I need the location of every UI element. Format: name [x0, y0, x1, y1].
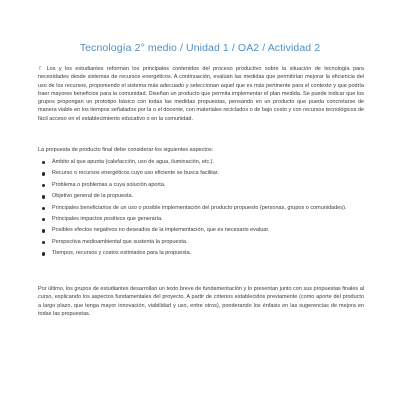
requirement-text: Perspectiva medioambiental que sustenta la propuesta. — [52, 238, 188, 245]
requirement-item — [38, 203, 364, 214]
instructions-paragraph — [38, 65, 364, 123]
bullet-icon — [42, 184, 45, 187]
requirement-text: Problema o problemas a cuya solución aporta. — [52, 181, 166, 188]
bullet-icon — [42, 161, 45, 164]
bullet-icon — [42, 207, 45, 210]
item-number: 7. — [38, 66, 43, 72]
bullet-icon — [42, 229, 45, 232]
requirement-text: Principales impactos positivos que generaría. — [52, 216, 163, 223]
requirement-item — [38, 248, 364, 259]
requirement-text: Objetivo general de la propuesta. — [52, 193, 134, 200]
requirement-item — [38, 191, 364, 202]
page-title: Tecnología 2° medio / Unidad 1 / OA2 / Actividad 2 — [79, 42, 321, 54]
requirement-item — [38, 225, 364, 236]
requirement-item — [38, 157, 364, 168]
bullet-icon — [42, 252, 45, 255]
bullet-icon — [42, 195, 45, 198]
requirement-text: Ámbito al que apunta (calefacción, uso de agua, iluminación, etc.). — [52, 159, 215, 165]
bullet-icon — [42, 241, 45, 244]
bullet-icon — [42, 172, 45, 175]
requirement-text: Principales beneficiarios de un uso o posible implementación del producto propuesto (personas, grupos o comunidades). — [52, 204, 347, 211]
requirements-intro: La propuesta de producto final debe considerar los siguientes aspectos: — [38, 147, 214, 153]
instructions-text: Los y los estudiantes reforman los principales contenidos del proceso productivo sobre la situación de tecnología para necesidades desde sistemas de recursos energéticos. A continuación, evalúan las medidas que permitirían mejorar la eficiencia del uso de los recursos, proponiendo el sistema más adecuado y seleccionan aquel que es más pertinente para el contexto y que podría traer mayores beneficios para la comunidad. Diseñan un producto que permita implementar el plan medida. Se puede indicar que los grupos propongan un prototipo básico con todas las medidas propuestas, pensando en un producto que pueda concretarse de manera viable en los tiempos señalados por la o el docente, con materiales reciclados o de bajo costo y con recursos tecnológicos de fácil acceso en el establecimiento educativo o en la comunidad. — [38, 66, 364, 122]
requirement-text: Tiempos, recursos y costos estimados para la propuesta. — [52, 250, 192, 257]
bullet-icon — [42, 218, 45, 221]
requirement-item — [38, 180, 364, 191]
requirement-text: Recurso o recursos energéticos cuyo uso eficiente se busca facilitar. — [52, 170, 219, 177]
requirement-item — [38, 168, 364, 179]
requirement-text: Posibles efectos negativos no deseados de la implementación, que es necesario evaluar. — [52, 227, 270, 234]
closing-paragraph: Por último, los grupos de estudiantes desarrollan un texto breve de fundamentación y lo presentan junto con sus propuestas finales al curso, explicando los aspectos fundamentales del proyecto. A partir de criterios establecidos previamente (como aporte del producto a largo plazo, que tenga mayor innovación, viabilidad y uso, entre otros), ponderando los énfasis en las sugerencias de mejora en todas las propuestas. — [38, 286, 364, 317]
requirement-item — [38, 214, 364, 225]
requirements-list — [38, 157, 364, 260]
requirement-item — [38, 237, 364, 248]
